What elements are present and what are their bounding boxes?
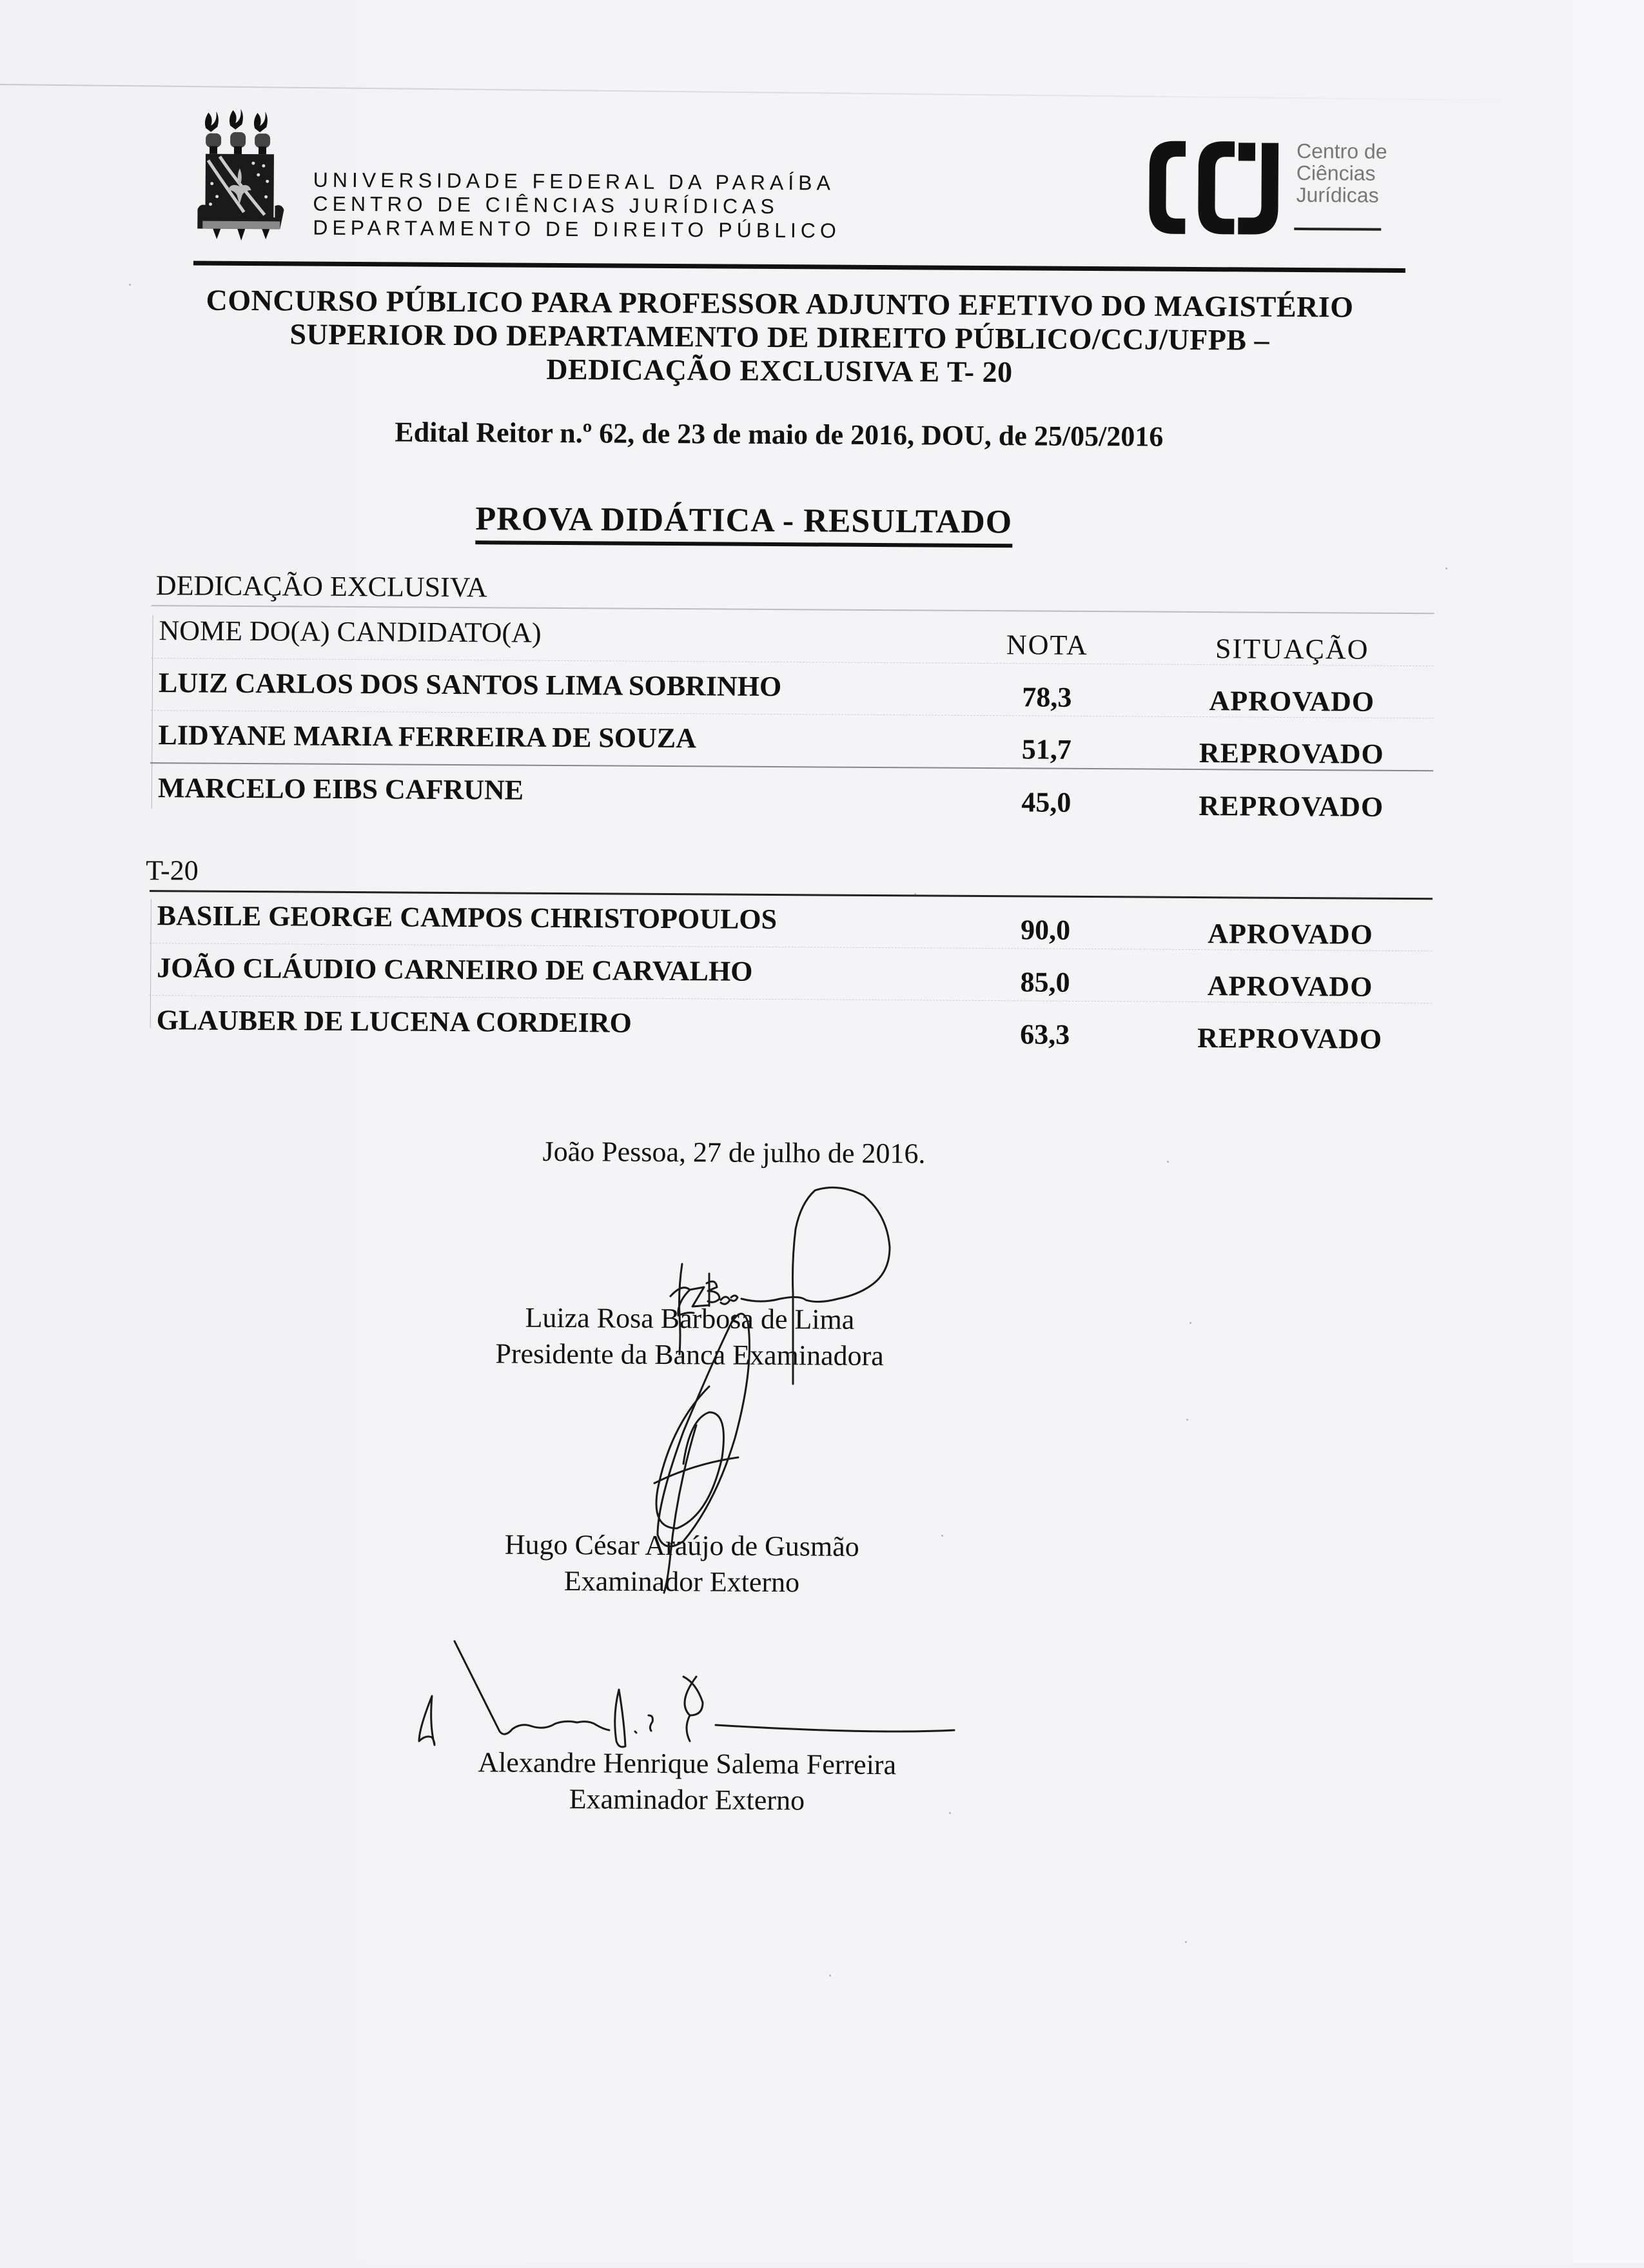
- university-line: UNIVERSIDADE FEDERAL DA PARAÍBA: [313, 168, 835, 195]
- table-row: [149, 996, 1432, 1055]
- ufpb-crest-icon: [193, 106, 291, 246]
- column-header-situacao: SITUAÇÃO: [1215, 633, 1369, 666]
- candidate-status: REPROVADO: [1199, 790, 1384, 823]
- candidate-score: 78,3: [1022, 681, 1072, 713]
- candidate-name: LUIZ CARLOS DOS SANTOS LIMA SOBRINHO: [158, 667, 782, 703]
- candidate-status: APROVADO: [1209, 685, 1375, 718]
- results-table-dedicacao-exclusiva: [150, 606, 1434, 823]
- column-header-name: NOME DO(A) CANDIDATO(A): [159, 615, 542, 649]
- signatory-1: [302, 1299, 1077, 1376]
- result-heading: PROVA DIDÁTICA - RESULTADO: [475, 500, 1012, 547]
- signatory-2: [295, 1526, 1069, 1602]
- candidate-status: APROVADO: [1207, 970, 1373, 1003]
- candidate-score: 85,0: [1020, 966, 1070, 998]
- candidate-score: 45,0: [1021, 786, 1072, 818]
- signatory-role: Examinador Externo: [569, 1783, 805, 1817]
- signatory-role: Presidente da Banca Examinadora: [495, 1337, 884, 1372]
- ccj-underline: [1294, 228, 1381, 231]
- edital-reference: Edital Reitor n.º 62, de 23 de maio de 2016, DOU, de 25/05/2016: [395, 416, 1164, 453]
- table-row: [149, 943, 1432, 1003]
- section-label-t20: T-20: [146, 854, 199, 887]
- column-header-nota: NOTA: [1006, 629, 1088, 661]
- candidate-name: JOÃO CLÁUDIO CARNEIRO DE CARVALHO: [157, 952, 753, 987]
- department-line: DEPARTAMENTO DE DIREITO PÚBLICO: [313, 215, 841, 242]
- candidate-name: BASILE GEORGE CAMPOS CHRISTOPOULOS: [157, 900, 778, 936]
- letterhead: [187, 106, 1413, 275]
- table-row: [150, 711, 1433, 771]
- table-header-row: [151, 606, 1434, 666]
- candidate-name: GLAUBER DE LUCENA CORDEIRO: [156, 1004, 632, 1039]
- candidate-status: REPROVADO: [1197, 1022, 1383, 1055]
- table-row: [150, 764, 1433, 823]
- candidate-status: APROVADO: [1208, 918, 1374, 951]
- signatory-name: Alexandre Henrique Salema Ferreira: [478, 1746, 897, 1781]
- table-row: [151, 658, 1434, 718]
- candidate-name: MARCELO EIBS CAFRUNE: [157, 772, 524, 806]
- title-line: CONCURSO PÚBLICO PARA PROFESSOR ADJUNTO EFETIVO DO MAGISTÉRIO: [206, 283, 1354, 324]
- table-row: [149, 891, 1432, 951]
- candidate-status: REPROVADO: [1199, 737, 1384, 770]
- title-line: DEDICAÇÃO EXCLUSIVA E T- 20: [546, 352, 1013, 389]
- results-table-t20: [149, 891, 1433, 1055]
- candidate-score: 51,7: [1021, 733, 1072, 765]
- candidate-score: 90,0: [1020, 914, 1071, 946]
- place-and-date: João Pessoa, 27 de julho de 2016.: [542, 1135, 926, 1170]
- center-line: CENTRO DE CIÊNCIAS JURÍDICAS: [313, 192, 779, 219]
- signatory-3: [300, 1744, 1074, 1820]
- candidate-name: LIDYANE MARIA FERREIRA DE SOUZA: [158, 719, 697, 754]
- candidate-score: 63,3: [1020, 1018, 1070, 1050]
- signatory-name: Hugo César Araújo de Gusmão: [504, 1528, 859, 1563]
- document-title: [167, 283, 1393, 391]
- signatory-role: Examinador Externo: [563, 1565, 800, 1599]
- ccj-name: Centro de Ciências Jurídicas: [1296, 139, 1387, 207]
- title-line: SUPERIOR DO DEPARTAMENTO DE DIREITO PÚBLICO/CCJ/UFPB –: [289, 317, 1270, 357]
- institution-name: [313, 168, 841, 243]
- signatory-name: Luiza Rosa Barbosa de Lima: [525, 1301, 855, 1336]
- section-label-dedicacao-exclusiva: DEDICAÇÃO EXCLUSIVA: [155, 569, 487, 604]
